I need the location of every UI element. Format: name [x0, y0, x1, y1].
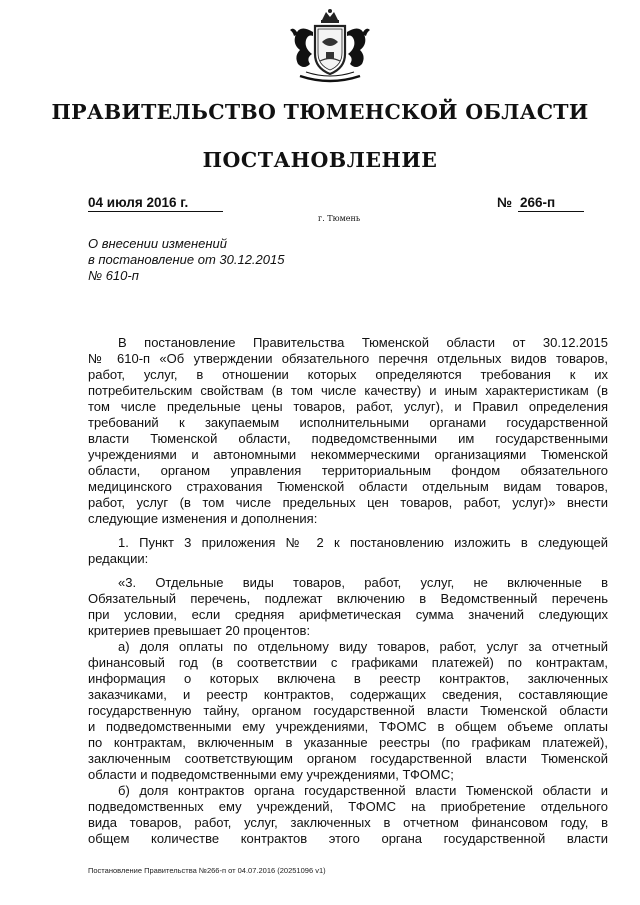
document-number: 266-п [518, 195, 584, 212]
body-line: Обязательный перечень, подлежат включению в Ведомственный перечень [88, 591, 608, 606]
document-body [88, 335, 608, 847]
body-line: финансовый год (в соответствии с графиками платежей) по контрактам, [88, 655, 608, 670]
body-line: критериев превышает 20 процентов: [88, 623, 311, 638]
government-title: ПРАВИТЕЛЬСТВО ТЮМЕНСКОЙ ОБЛАСТИ [51, 100, 589, 124]
coat-of-arms-icon [282, 6, 378, 90]
subject-line: № 610-п [88, 268, 139, 283]
body-line: государственную тайну, органом государственной власти Тюменской области [88, 703, 608, 718]
body-line: 1. Пункт 3 приложения № 2 к постановлению изложить в следующей [118, 535, 608, 550]
body-line: области, органом управления территориальным фондом обязательного [88, 463, 608, 478]
body-line: учреждениями и автономными некоммерческими организациями Тюменской [88, 447, 608, 462]
city: г. Тюмень [318, 214, 361, 223]
body-line: а) доля оплаты по отдельному виду товаров, работ, услуг за отчетный [118, 639, 608, 654]
body-line: следующие изменения и дополнения: [88, 511, 318, 526]
subject-line: О внесении изменений [88, 236, 227, 251]
body-line: требований к закупаемым исполнительными органами государственной [88, 415, 608, 430]
body-line: подведомственных ему учреждений, ТФОМС на приобретение отдельного [88, 799, 608, 814]
body-line: и подведомственными ему учреждениями, ТФОМС в общем объеме оплаты [88, 719, 608, 734]
document-date: 04 июля 2016 г. [88, 195, 223, 212]
body-line: медицинского страхования Тюменской области отдельным видам товаров, [88, 479, 608, 494]
body-line: по контрактам, включенным в указанные реестры (по графикам платежей), [88, 735, 608, 750]
body-line: заказчиками, и реестр контрактов, содержащих сведения, составляющие [88, 687, 608, 702]
body-line: работ, услуг, в отношении которых определяются требования к их [88, 367, 608, 382]
body-line: «3. Отдельные виды товаров, работ, услуг, не включенные в [118, 575, 608, 590]
body-line: области и подведомственными ему учреждениями, ТФОМС; [88, 767, 454, 782]
document-subject [88, 236, 388, 284]
body-line: общем количестве контрактов этого органа государственной власти [88, 831, 608, 846]
body-line: потребительским свойствам (в том числе качеству) и иным характеристикам (в [88, 383, 608, 398]
body-line: № 610-п «Об утверждении обязательного перечня отдельных видов товаров, [88, 351, 608, 366]
body-line: редакции: [88, 551, 149, 566]
body-line: заключенным соответствующим органом государственной власти Тюменской [88, 751, 608, 766]
body-line: информация о которых включена в реестр контрактов, заключенных [88, 671, 608, 686]
document-number-label: № [497, 195, 513, 210]
subject-line: в постановление от 30.12.2015 [88, 252, 285, 267]
document-type: ПОСТАНОВЛЕНИЕ [202, 148, 438, 172]
document-footer: Постановление Правительства №266-п от 04.07.2016 (20251096 v1) [88, 866, 326, 875]
body-line: том числе предельные цены товаров, работ, услуг), и Правил определения [88, 399, 608, 414]
body-line: В постановление Правительства Тюменской области от 30.12.2015 [118, 335, 608, 350]
body-line: вида товаров, работ, услуг, заключенных в отчетном финансовом году, в [88, 815, 608, 830]
body-line: власти Тюменской области, подведомственными им государственными [88, 431, 608, 446]
body-line: работ, услуг (в том числе предельных цен товаров, работ, услуг)» внести [88, 495, 608, 510]
body-line: б) доля контрактов органа государственной власти Тюменской области и [118, 783, 608, 798]
body-line: при условии, если средняя арифметическая сумма значений следующих [88, 607, 608, 622]
